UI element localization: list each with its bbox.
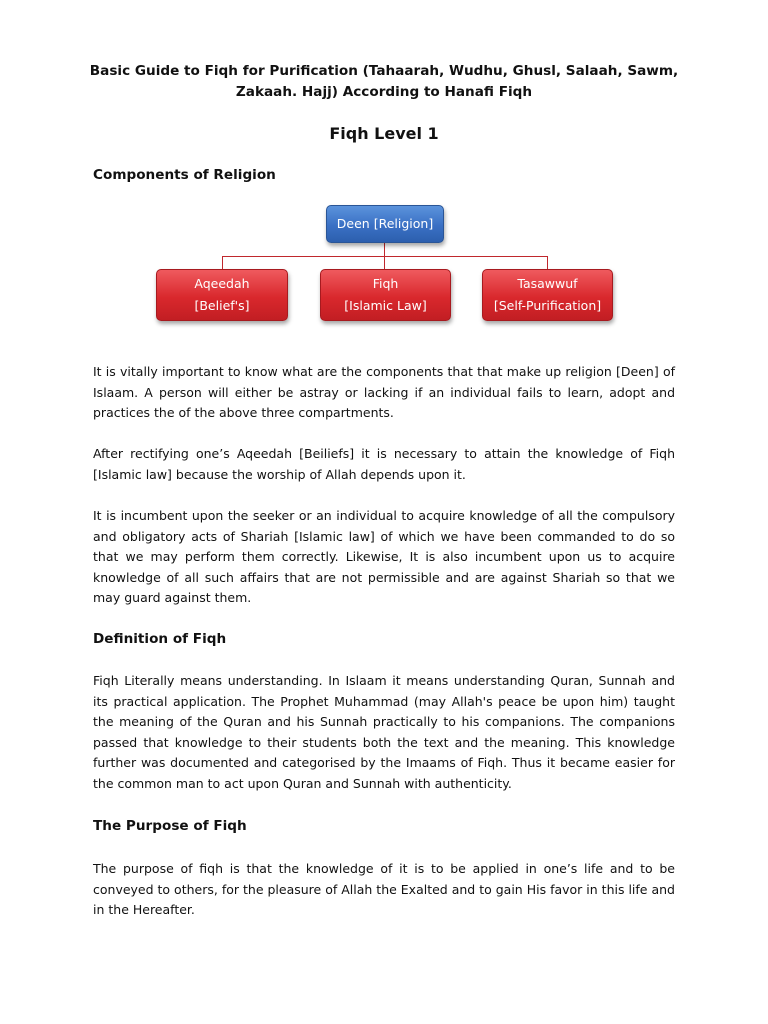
paragraph-components-importance: It is vitally important to know what are the components that that make up religion [Deen] of Islaam. A person will either be astray or lacking if an individual fails to learn, adopt and practices the of the above three compartments.	[93, 364, 675, 420]
document-title: Basic Guide to Fiqh for Purification (Tahaarah, Wudhu, Ghusl, Salaah, Sawm, Zakaah. Hajj) According to Hanafi Fiqh	[89, 63, 679, 100]
section-heading-components: Components of Religion	[93, 167, 276, 183]
diagram-node-aqeedah-line2: [Belief's]	[194, 298, 250, 313]
diagram-node-fiqh	[320, 269, 451, 321]
paragraph-incumbent-knowledge: It is incumbent upon the seeker or an individual to acquire knowledge of all the compulsory and obligatory acts of Shariah [Islamic law] of which we have been commanded to do so that we may perform them correctly. Likewise, It is also incumbent upon us to acquire knowledge of all such affairs that are not permissible and are against Shariah so that we may guard against them.	[93, 508, 675, 605]
section-heading-purpose: The Purpose of Fiqh	[93, 818, 247, 834]
religion-components-diagram	[150, 200, 620, 330]
diagram-node-tasawwuf-line2: [Self-Purification]	[493, 298, 602, 313]
connector-middle	[384, 256, 385, 269]
connector-left	[222, 256, 223, 269]
paragraph-after-aqeedah: After rectifying one’s Aqeedah [Beiliefs] it is necessary to attain the knowledge of Fiqh [Islamic law] because the worship of Allah depends upon it.	[93, 446, 675, 482]
diagram-node-tasawwuf-line1: Tasawwuf	[517, 276, 578, 291]
diagram-node-fiqh-line2: [Islamic Law]	[344, 298, 427, 313]
diagram-node-deen	[326, 205, 444, 243]
diagram-node-aqeedah-line1: Aqeedah	[194, 276, 250, 291]
diagram-node-deen-label: Deen [Religion]	[336, 216, 434, 231]
document-subtitle: Fiqh Level 1	[329, 124, 439, 143]
diagram-node-fiqh-line1: Fiqh	[372, 276, 399, 291]
paragraph-definition: Fiqh Literally means understanding. In Islaam it means understanding Quran, Sunnah and its practical application. The Prophet Muhammad (may Allah's peace be upon him) taught the meaning of the Quran and his Sunnah practically to his companions. The companions passed that knowledge to their students both the text and the meaning. This knowledge further was documented and categorised by the Imaams of Fiqh. Thus it became easier for the common man to act upon Quran and Sunnah with authenticity.	[93, 673, 675, 791]
paragraph-purpose: The purpose of fiqh is that the knowledge of it is to be applied in one’s life and to be conveyed to others, for the pleasure of Allah the Exalted and to gain His favor in this life and in the Hereafter.	[93, 861, 675, 917]
diagram-node-aqeedah	[156, 269, 288, 321]
connector-root-stem	[384, 242, 385, 256]
connector-horizontal	[222, 256, 548, 257]
connector-right	[547, 256, 548, 269]
section-heading-definition: Definition of Fiqh	[93, 631, 227, 647]
diagram-node-tasawwuf	[482, 269, 613, 321]
